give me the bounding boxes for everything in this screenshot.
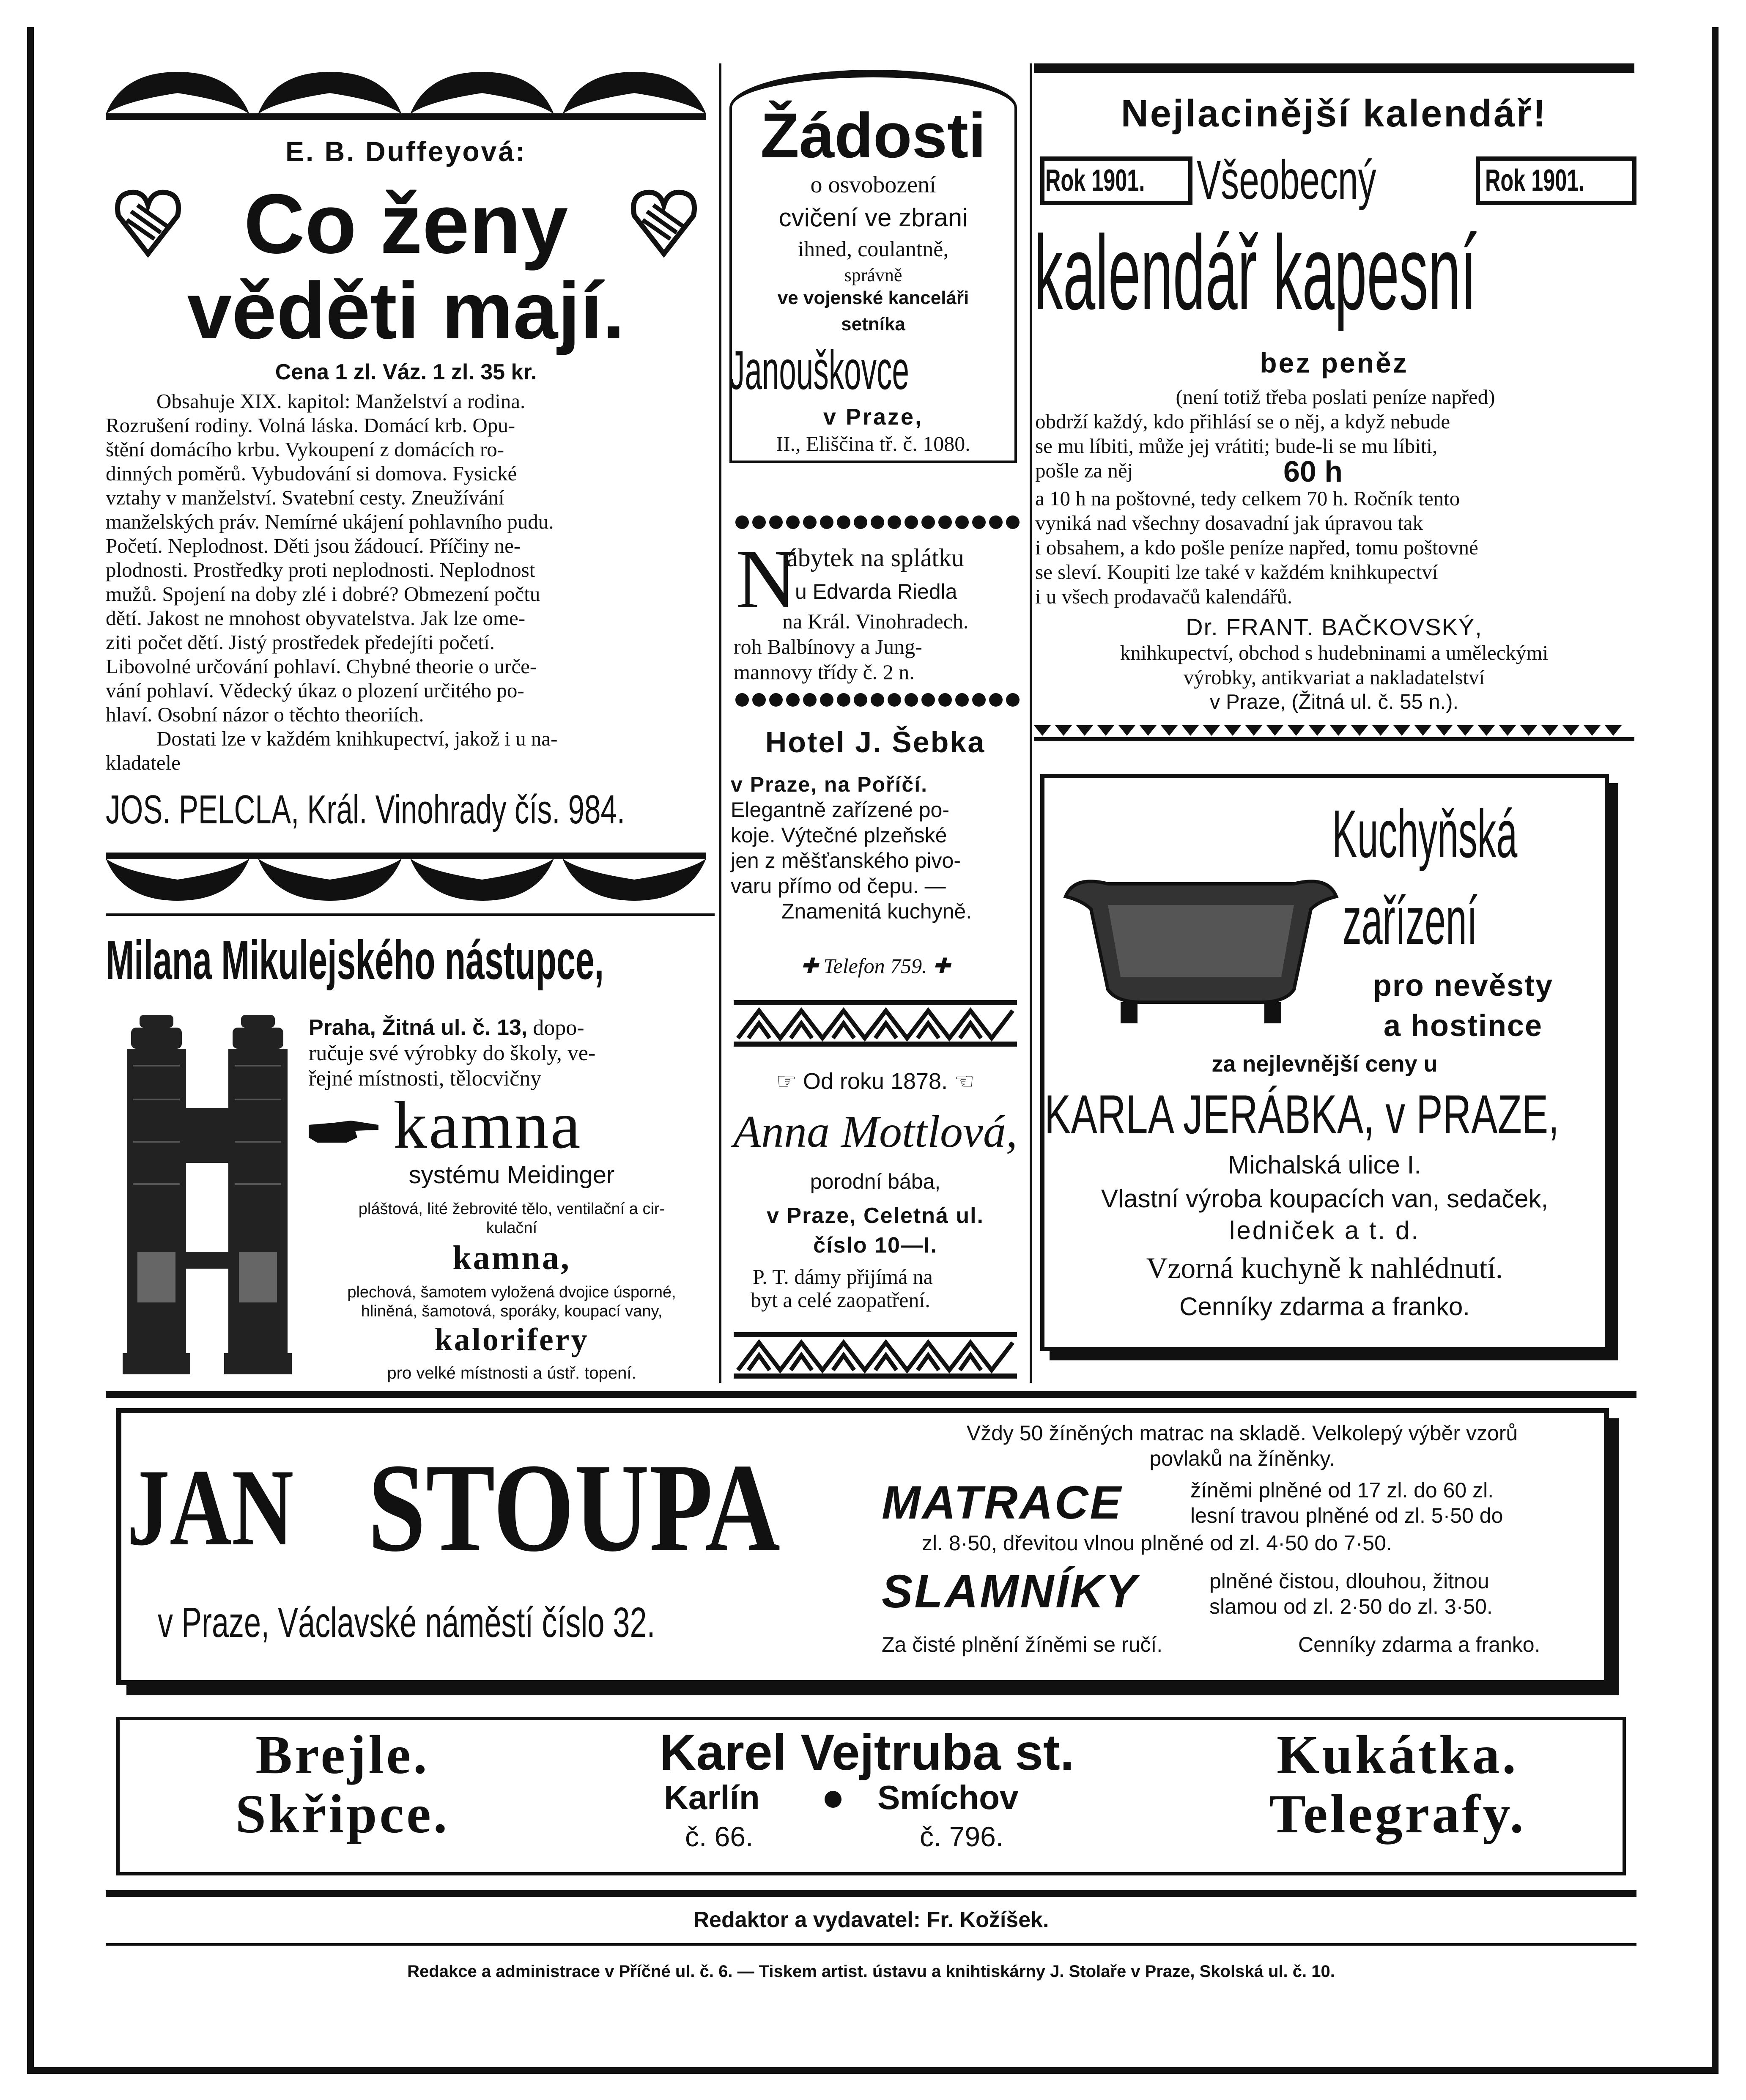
slamniky-line2: slamou od zl. 2·50 do zl. 3·50.	[1209, 1595, 1493, 1618]
year-left-text: Rok 1901.	[1045, 164, 1145, 197]
mikulejsky-address-rest: dopo-	[533, 1016, 584, 1040]
mottlova-address2: číslo 10—I.	[813, 1233, 937, 1258]
nabytek-line5: mannovy třídy č. 2 n.	[734, 660, 915, 684]
kamna-heading: kamna	[393, 1087, 582, 1162]
year-box-right	[1476, 156, 1636, 205]
stoupa-address	[127, 1598, 880, 1649]
duffey-body-line: Libovolné určování pohlaví. Chybné theorie o urče-	[106, 655, 537, 678]
footer-rule-thin	[106, 1943, 1636, 1946]
stoupa-rule-top	[106, 1391, 1636, 1398]
bathtub-illustration	[1057, 850, 1345, 1032]
kalendar-body2	[1035, 486, 1636, 609]
pointing-hand-icon	[309, 1116, 381, 1146]
mikulejsky-address-line: řejné místnosti, tělocvičny	[309, 1066, 542, 1091]
kuchyne-price-line: za nejlevnější ceny u	[1212, 1051, 1438, 1077]
mottlova-note2: byt a celé zaopatření.	[751, 1288, 930, 1312]
zadosti-line6: setníka	[841, 314, 905, 334]
stoupa-address-text: v Praze, Václavské náměstí číslo 32.	[157, 1599, 655, 1646]
kuchyne-firm	[1044, 1083, 1605, 1146]
kalendar-rule-top	[1034, 63, 1634, 73]
zadosti-address: II., Eliščina tř. č. 1080.	[776, 432, 970, 455]
zadosti-name	[729, 338, 1017, 398]
zadosti-line3: ihned, coulantně,	[798, 237, 949, 261]
duffey-body-line: dětí. Jakost ne mnohost obyvatelstva. Jak lze ome-	[106, 606, 526, 630]
meidinger-system: systému Meidinger	[408, 1161, 615, 1189]
hotel-line: jen z měšťanského pivo-	[731, 849, 961, 872]
duffey-title-line1: Co ženy	[244, 177, 568, 271]
kalendar-line: i obsahem, a kdo pošle peníze napřed, tomu poštovné	[1035, 536, 1478, 559]
kuchyne-line4: Cenníky zdarma a franko.	[1179, 1292, 1470, 1321]
duffey-publisher-text: JOS. PELCLA, Král. Vinohrady čís. 984.	[106, 787, 625, 832]
mikulejsky-title-text: Milana Mikulejského nástupce,	[106, 929, 604, 991]
duffey-ornament-top	[106, 63, 706, 123]
kalendar-headline: Nejlacinější kalendář!	[1121, 93, 1548, 135]
year-box-left	[1040, 156, 1192, 205]
column-divider-right	[1030, 63, 1032, 1383]
matrace-heading: MATRACE	[882, 1477, 1123, 1529]
duffey-body	[106, 389, 706, 775]
vejtruba-smichov: Smíchov	[877, 1779, 1019, 1816]
duffey-body-line: Obsahuje XIX. kapitol: Manželství a rodina.	[156, 389, 526, 413]
mikulejsky-address-bold: Praha, Žitná ul. č. 13,	[309, 1015, 528, 1040]
duffey-body-line: štění domácího krbu. Vykoupení z domácích ro-	[106, 438, 504, 461]
mottlova-profession: porodní bába,	[810, 1170, 941, 1193]
mikulejsky-features2: kulační	[486, 1219, 537, 1237]
kalendar-line: se mu líbiti, může jej vrátiti; bude-li se mu líbiti,	[1035, 434, 1438, 458]
mikulejsky-title	[106, 928, 706, 992]
mikulejsky-address-line: ručuje své výrobky do školy, ve-	[309, 1041, 596, 1065]
vejtruba-karlin-no: č. 66.	[685, 1821, 754, 1852]
arrow-ornament-row	[1034, 725, 1634, 742]
duffey-body-line: Početí. Neplodnost. Děti jsou žádoucí. Příčiny ne-	[106, 534, 521, 557]
kalendar-line: pošle za něj	[1035, 459, 1133, 482]
nabytek-line2: u Edvarda Riedla	[795, 580, 957, 603]
dot-ornament-row	[734, 514, 1021, 531]
kalendar-line: i u všech prodavačů kalendářů.	[1035, 585, 1293, 608]
kamna-subheading: kamna,	[452, 1239, 571, 1277]
duffey-body-line: plodnosti. Prostředky proti neplodnosti. Neplodnost	[106, 558, 535, 581]
stoupa-name-stoupa: STOUPA	[368, 1437, 781, 1578]
zigzag-ornament	[734, 1332, 1017, 1379]
matrace-line1: žíněmi plněné od 17 zl. do 60 zl.	[1190, 1478, 1494, 1502]
kalendar-body3	[1034, 641, 1634, 714]
mikulejsky-detail2: hliněná, šamotová, sporáky, koupací vany,	[361, 1302, 663, 1320]
stoupa-intro1: Vždy 50 žíněných matrac na skladě. Velkolepý výběr vzorů	[966, 1421, 1518, 1445]
zigzag-ornament	[734, 1000, 1017, 1047]
vejtruba-right1: Kukátka.	[1277, 1724, 1518, 1785]
duffey-body-line: vání pohlaví. Vědecký úkaz o plození určitého po-	[106, 679, 524, 702]
zadosti-line5: ve vojenské kanceláři	[777, 288, 969, 308]
vejtruba-left1: Brejle.	[255, 1724, 430, 1785]
mottlova-address1: v Praze, Celetná ul.	[767, 1204, 984, 1228]
hotel-line: Elegantně zařízené po-	[731, 798, 950, 822]
kalendar-seller: Dr. FRANT. BAČKOVSKÝ,	[1186, 614, 1483, 640]
vejtruba-left2: Skřipce.	[235, 1784, 450, 1845]
kuchyne-line2: ledniček a t. d.	[1229, 1216, 1420, 1245]
duffey-body-line: dinných poměrů. Vybudování si domova. Fysické	[106, 462, 517, 485]
column-divider-left	[719, 63, 721, 1383]
mikulejsky-detail1: plechová, šamotem vyložená dvojice úsporné,	[347, 1283, 676, 1301]
vejtruba-smichov-no: č. 796.	[920, 1821, 1004, 1852]
stoupa-name	[127, 1417, 880, 1598]
kalendar-line: se sleví. Koupiti lze také v každém knihkupectví	[1035, 560, 1438, 584]
hotel-body	[731, 772, 1022, 924]
cross-icon: ✚	[932, 954, 951, 978]
zadosti-name-text: Janouškovce	[729, 339, 909, 398]
duffey-publisher	[106, 787, 706, 833]
kuchyne-title1	[1332, 795, 1594, 871]
mottlova-name: Anna Mottlová,	[733, 1107, 1017, 1157]
kalendar-title	[1034, 216, 1639, 338]
stove-illustration	[114, 1015, 300, 1379]
hotel-title: Hotel J. Šebka	[765, 726, 986, 759]
kuchyne-title2	[1332, 882, 1594, 958]
hotel-line: koje. Výtečné plzeňské	[731, 823, 947, 847]
kuchyne-street: Michalská ulice I.	[1228, 1151, 1421, 1179]
duffey-body-line: ziti počet dětí. Jistý prostředek předejíti početí.	[106, 631, 495, 654]
hotel-phone-row	[729, 954, 1021, 978]
hotel-phone: Telefon 759.	[823, 954, 927, 978]
vejtruba-right2: Telegrafy.	[1269, 1784, 1526, 1845]
footer-imprint: Redakce a administrace v Příčné ul. č. 6. — Tiskem artist. ústavu a knihtiskárny J. Stolaře v Praze, Skolská ul. č. 10.	[407, 1962, 1335, 1981]
kalendar-line: v Praze, (Žitná ul. č. 55 n.).	[1209, 691, 1459, 713]
footer-editor: Redaktor a vydavatel: Fr. Kožíšek.	[693, 1908, 1049, 1932]
kalendar-line: výrobky, antikvariat a nakladatelství	[1183, 666, 1485, 689]
duffey-ornament-bottom	[106, 850, 706, 909]
nabytek-initial: N	[736, 532, 797, 626]
heart-ornament-left	[114, 186, 182, 258]
bullet-dot-icon	[825, 1791, 841, 1808]
zadosti-line2: cvičení ve zbrani	[778, 203, 968, 232]
mottlova-since: Od roku 1878.	[803, 1069, 948, 1094]
duffey-body-line: vztahy v manželství. Svatební cesty. Zneužívání	[106, 486, 504, 509]
kalorifery-heading: kalorifery	[434, 1322, 589, 1357]
duffey-price: Cena 1 zl. Váz. 1 zl. 35 kr.	[275, 360, 537, 384]
kuchyne-line3: Vzorná kuchyně k nahlédnutí.	[1146, 1252, 1503, 1285]
matrace-line3: zl. 8·50, dřevitou vlnou plněné od zl. 4·50 do 7·50.	[922, 1531, 1392, 1555]
kalendar-line: knihkupectví, obchod s hudebninami a uměleckými	[1120, 641, 1549, 664]
stoupa-name-jan: JAN	[127, 1447, 294, 1568]
stoupa-footer-right: Cenníky zdarma a franko.	[1298, 1633, 1540, 1656]
mikulejsky-address	[309, 1015, 715, 1091]
cross-icon: ✚	[800, 954, 818, 978]
slamniky-heading: SLAMNÍKY	[882, 1565, 1138, 1617]
zadosti-title: Žádosti	[760, 100, 986, 171]
nabytek-line4: roh Balbínovy a Jung-	[734, 635, 922, 658]
kalendar-price: 60 h	[1283, 455, 1343, 488]
kalendar-line: obdrží každý, kdo přihlásí se o něj, a když nebude	[1035, 410, 1450, 433]
vejtruba-name: Karel Vejtruba st.	[659, 1724, 1074, 1781]
footer-rule	[106, 1890, 1636, 1897]
kuchyne-firm-text: KARLA JERÁBKA, v PRAZE,	[1044, 1083, 1560, 1145]
kalendar-line: a 10 h na poštovné, tedy celkem 70 h. Ročník tento	[1035, 487, 1460, 510]
duffey-author: E. B. Duffeyová:	[285, 136, 527, 167]
pointing-hand-icon: ☞	[776, 1069, 797, 1094]
zadosti-line1: o osvobození	[810, 172, 936, 198]
stoupa-intro2: povlaků na žíněnky.	[1149, 1447, 1335, 1470]
bez-penez: bez peněz	[1260, 347, 1409, 378]
nabytek-line3: na Král. Vinohradech.	[782, 609, 969, 633]
kalendar-line: vyniká nad všechny dosavadní jak úpravou tak	[1035, 511, 1423, 535]
kuchyne-title1-text: Kuchyňská	[1332, 796, 1518, 871]
duffey-body-line: Dostati lze v každém knihkupectví, jakož i u na-	[156, 727, 558, 750]
hotel-line: Znamenitá kuchyně.	[781, 899, 972, 923]
divider-left-mid	[106, 913, 715, 916]
zadosti-city: v Praze,	[823, 404, 924, 430]
duffey-body-line: kladatele	[106, 751, 181, 774]
dot-ornament-row	[734, 691, 1021, 708]
hotel-line: varu přímo od čepu. —	[731, 874, 946, 898]
duffey-body-line: hlaví. Osobní názor o těchto theoriích.	[106, 703, 424, 726]
duffey-body-line: manželských práv. Nemírné ukájení pohlavního pudu.	[106, 510, 554, 533]
kalendar-line: (není totiž třeba poslati peníze napřed)	[1176, 385, 1495, 408]
stoupa-footer-left: Za čisté plnění žíněmi se ručí.	[882, 1633, 1163, 1656]
kuchyne-sub1: pro nevěsty	[1373, 969, 1554, 1003]
pointing-hand-icon: ☜	[954, 1069, 975, 1094]
kuchyne-line1: Vlastní výroba koupacích van, sedaček,	[1101, 1184, 1549, 1213]
mikulejsky-detail3: pro velké místnosti a ústř. topení.	[387, 1364, 636, 1382]
kuchyne-sub2: a hostince	[1383, 1009, 1543, 1043]
vseobecny	[1197, 148, 1450, 211]
vseobecny-text: Všeobecný	[1197, 149, 1376, 211]
nabytek-line1: ábytek na splátku	[787, 544, 964, 572]
duffey-title-line2: věděti mají.	[187, 266, 625, 356]
mottlova-note1: P. T. dámy přijímá na	[753, 1265, 933, 1289]
mottlova-since-row	[729, 1068, 1021, 1094]
heart-ornament-right	[630, 186, 698, 258]
year-right-text: Rok 1901.	[1485, 164, 1585, 197]
duffey-body-line: mužů. Spojení na doby zlé i dobré? Obmezení počtu	[106, 582, 540, 606]
zadosti-line4: správně	[844, 265, 902, 285]
kuchyne-title2-text: zařízení	[1343, 883, 1478, 958]
vejtruba-karlin: Karlín	[664, 1779, 760, 1816]
mikulejsky-features1: pláštová, lité žebrovité tělo, ventilační a cir-	[358, 1200, 665, 1218]
slamniky-line1: plněné čistou, dlouhou, žitnou	[1209, 1569, 1489, 1593]
kalendar-title-text: kalendář kapesní	[1034, 216, 1477, 332]
duffey-body-line: Rozrušení rodiny. Volná láska. Domácí krb. Opu-	[106, 414, 515, 437]
hotel-line: v Praze, na Poříčí.	[731, 773, 928, 796]
matrace-line2: lesní travou plněné od zl. 5·50 do	[1190, 1504, 1503, 1527]
